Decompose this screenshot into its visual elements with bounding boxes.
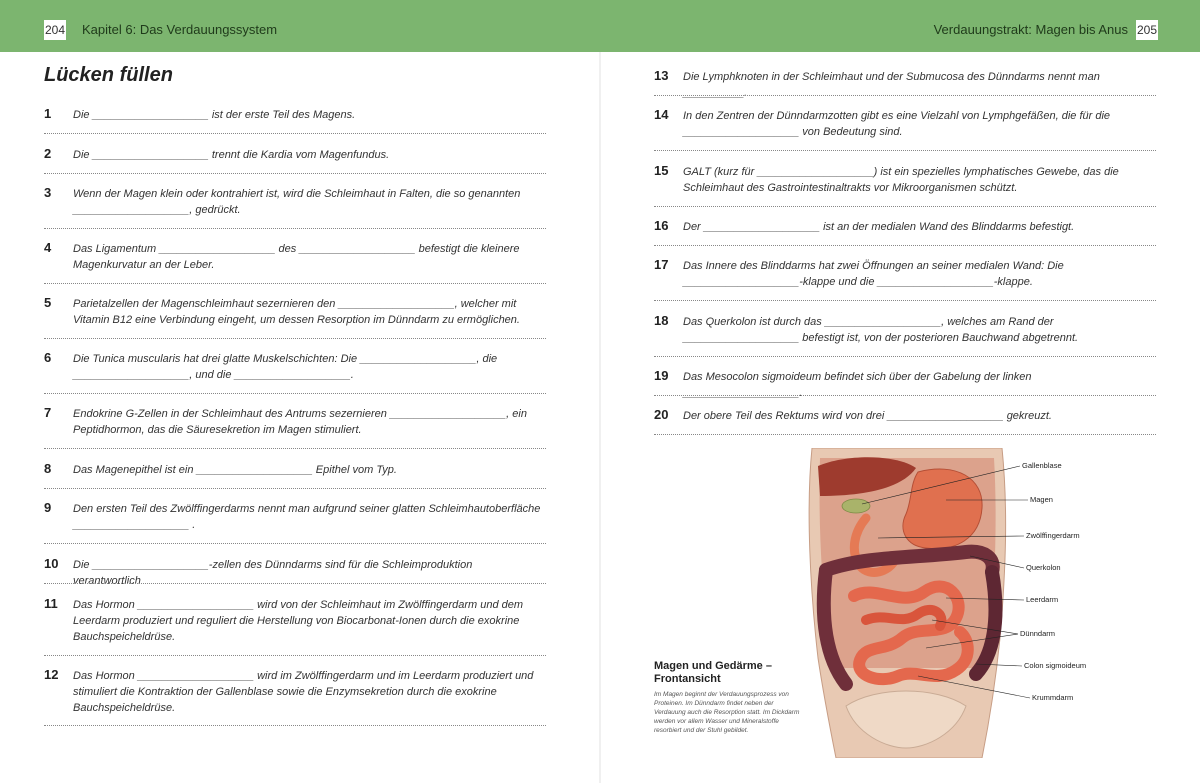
gallbladder bbox=[842, 499, 870, 513]
question-text: Die Tunica muscularis hat drei glatte Muskelschichten: Die ___________________, die ___________________, und die ___________________. bbox=[73, 353, 498, 381]
question-number: 4 bbox=[44, 240, 52, 255]
label-duenndarm: Dünndarm bbox=[1020, 629, 1056, 638]
label-gallenblase: Gallenblase bbox=[1022, 461, 1062, 470]
question-number: 18 bbox=[654, 313, 669, 328]
label-colon-sigmoideum: Colon sigmoideum bbox=[1024, 661, 1087, 670]
question-text: Das Hormon ___________________ wird im Zwölffingerdarm und im Leerdarm produziert und stimuliert die Kontraktion der Gallenblase sowie die Enzymsekretion durch die exokrine Bauchspeicheldrüse. bbox=[73, 670, 534, 714]
question-text: Das Querkolon ist durch das ___________________, welches am Rand der ___________________ befestigt ist, von der posterioren Bauchwand abgetrennt. bbox=[683, 316, 1079, 344]
question-number: 2 bbox=[44, 146, 52, 161]
question-divider bbox=[654, 206, 1156, 207]
question-text: Das Ligamentum ___________________ des ___________________ befestigt die kleinere Magenkurvatur an der Leber. bbox=[73, 243, 520, 271]
label-querkolon: Querkolon bbox=[1026, 563, 1061, 572]
question-divider bbox=[654, 95, 1156, 96]
question-divider bbox=[654, 300, 1156, 301]
label-zwoelffingerdarm: Zwölffingerdarm bbox=[1026, 531, 1080, 540]
question-divider bbox=[44, 228, 546, 229]
question-divider bbox=[44, 488, 546, 489]
question-number: 16 bbox=[654, 218, 669, 233]
question-divider bbox=[44, 543, 546, 544]
question-text: Das Innere des Blinddarms hat zwei Öffnungen an seiner medialen Wand: Die ___________________-klappe und die ___________________-klappe. bbox=[683, 260, 1064, 288]
right-section-title: Verdauungstrakt: Magen bis Anus bbox=[933, 22, 1128, 37]
question-divider bbox=[654, 150, 1156, 151]
question-text: Die Lymphknoten in der Schleimhaut und der Submucosa des Dünndarms nennt man __________. bbox=[683, 71, 1100, 99]
left-chapter-title: Kapitel 6: Das Verdauungssystem bbox=[82, 22, 278, 37]
question-text: Den ersten Teil des Zwölffingerdarms nennt man aufgrund seiner glatten Schleimhautoberfläche ___________________ . bbox=[73, 503, 541, 531]
question-text: Parietalzellen der Magenschleimhaut sezernieren den ___________________, welcher mit Vitamin B12 eine Verbindung eingeht, um dessen Resorption im Dünndarm zu ermöglichen. bbox=[73, 298, 520, 326]
question-number: 7 bbox=[44, 405, 52, 420]
question-divider bbox=[44, 338, 546, 339]
question-number: 19 bbox=[654, 368, 669, 383]
question-number: 17 bbox=[654, 257, 669, 272]
question-number: 11 bbox=[44, 596, 58, 611]
question-divider bbox=[654, 356, 1156, 357]
question-text: Wenn der Magen klein oder kontrahiert ist, wird die Schleimhaut in Falten, die so genannten ___________________, gedrückt. bbox=[73, 188, 521, 216]
question-number: 14 bbox=[654, 107, 669, 122]
question-divider bbox=[654, 395, 1156, 396]
right-page-number: 205 bbox=[1136, 20, 1158, 40]
label-krummdarm: Krummdarm bbox=[1032, 693, 1074, 702]
page-header bbox=[0, 0, 1200, 52]
label-leerdarm: Leerdarm bbox=[1026, 595, 1059, 604]
question-text: Endokrine G-Zellen in der Schleimhaut des Antrums sezernieren ___________________, ein Peptidhormon, das die Säuresekretion im Magen stimuliert. bbox=[73, 408, 527, 436]
question-divider bbox=[654, 245, 1156, 246]
page-gutter bbox=[599, 52, 601, 783]
question-text: Die ___________________ trennt die Kardia vom Magenfundus. bbox=[73, 149, 390, 161]
section-title: Lücken füllen bbox=[44, 64, 173, 86]
question-number: 3 bbox=[44, 185, 52, 200]
question-divider bbox=[44, 583, 546, 584]
question-text: In den Zentren der Dünndarmzotten gibt es eine Vielzahl von Lymphgefäßen, die für die ___________________ von Bedeutung sind. bbox=[683, 110, 1111, 138]
question-divider bbox=[44, 173, 546, 174]
question-number: 8 bbox=[44, 461, 52, 476]
question-number: 5 bbox=[44, 295, 52, 310]
question-divider bbox=[44, 133, 546, 134]
question-number: 15 bbox=[654, 163, 669, 178]
question-number: 1 bbox=[44, 106, 52, 121]
question-divider bbox=[44, 283, 546, 284]
question-number: 9 bbox=[44, 500, 52, 515]
question-number: 12 bbox=[44, 667, 59, 682]
question-number: 6 bbox=[44, 350, 52, 365]
question-text: Das Hormon ___________________ wird von der Schleimhaut im Zwölffingerdarm und dem Leerdarm produziert und reguliert die Herstellung von Biocarbonat-Ionen durch die exokrine Bauchspeicheldrüse. bbox=[73, 599, 524, 643]
question-divider bbox=[44, 448, 546, 449]
question-text: Die ___________________ ist der erste Teil des Magens. bbox=[73, 109, 356, 121]
question-number: 13 bbox=[654, 68, 669, 83]
question-text: Das Magenepithel ist ein ___________________ Epithel vom Typ. bbox=[73, 464, 397, 476]
question-text: Der ___________________ ist an der medialen Wand des Blinddarms befestigt. bbox=[683, 221, 1075, 233]
figure-caption bbox=[654, 660, 804, 735]
figure-title: Magen und Gedärme – Frontansicht bbox=[654, 660, 772, 685]
left-page-number: 204 bbox=[44, 20, 66, 40]
question-text: Das Mesocolon sigmoideum befindet sich über der Gabelung der linken ___________________. bbox=[683, 371, 1032, 399]
figure-caption-text: Im Magen beginnt der Verdauungsprozess von Proteinen. Im Dünndarm findet neben der Verdauung auch die Resorption statt. Im Dickdarm werden vor allem Wasser und Mineralstoffe resorbiert und der Stuhl gebildet. bbox=[654, 691, 800, 734]
question-divider bbox=[44, 725, 546, 726]
question-number: 20 bbox=[654, 407, 669, 422]
label-magen: Magen bbox=[1030, 495, 1053, 504]
question-text: Die ___________________-zellen des Dünndarms sind für die Schleimproduktion verantwortlich bbox=[73, 559, 473, 587]
question-text: GALT (kurz für ___________________) ist ein spezielles lymphatisches Gewebe, das die Schleimhaut des Gastrointestinaltrakts vor Mikroorganismen schützt. bbox=[683, 166, 1119, 194]
question-number: 10 bbox=[44, 556, 59, 571]
question-divider bbox=[44, 393, 546, 394]
question-text: Der obere Teil des Rektums wird von drei ___________________ gekreuzt. bbox=[683, 410, 1052, 422]
question-divider bbox=[44, 655, 546, 656]
anatomy-illustration bbox=[806, 448, 1106, 758]
question-divider bbox=[654, 434, 1156, 435]
